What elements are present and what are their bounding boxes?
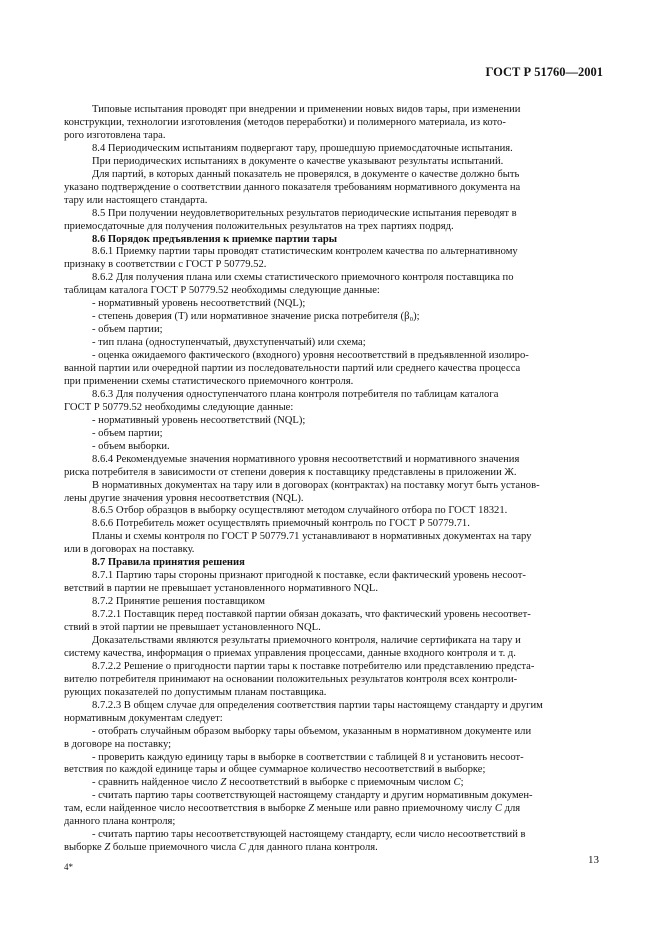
section-heading: 8.6 Порядок предъявления к приемке партии тары [92, 233, 338, 245]
text-line: - считать партию тары несоответствующей настоящему стандарту, если число несоответствий в [92, 829, 526, 841]
text-line: - считать партию тары соответствующей настоящему стандарту и другим нормативным докумен- [92, 790, 533, 802]
text-line: рого изготовлена тара. [64, 129, 166, 141]
text-line: 8.7.2.1 Поставщик перед поставкой партии обязан доказать, что фактический уровень несоответ- [92, 609, 531, 621]
text-line: - нормативный уровень несоответствий (NQL); [92, 414, 306, 426]
text-line: ветствий в партии не превышает установленного нормативного NQL. [64, 583, 378, 595]
text-line: нормативным документам следует: [64, 712, 223, 724]
text-line: 8.4 Периодическим испытаниям подвергают тару, прошедшую приемосдаточные испытания. [92, 142, 513, 154]
text-line: указано подтверждение о соответствии данного показателя требованиям нормативного документа на [64, 181, 521, 193]
text-line: приемосдаточные для получения положительных результатов на трех партиях подряд. [64, 220, 454, 232]
text-line: признаку в соответствии с ГОСТ Р 50779.52. [64, 259, 267, 271]
text-line: ствий в этой партии не превышает установленного NQL. [64, 622, 321, 633]
page-number: 13 [588, 854, 599, 866]
text-line: - объем выборки. [92, 440, 170, 452]
text-line: таблицам каталога ГОСТ Р 50779.52 необходимы следующие данные: [64, 285, 380, 297]
text-line: выборке Z больше приемочного числа C для данного плана контроля. [64, 842, 378, 854]
text-line: - объем партии; [92, 427, 163, 439]
text-line: Планы и схемы контроля по ГОСТ Р 50779.71 устанавливают в нормативных документах на тару [92, 531, 532, 543]
text-line: там, если найденное число несоответствия в выборке Z меньше или равно приемочному числу C для [64, 803, 521, 815]
text-line: Доказательствами являются результаты приемочного контроля, наличие сертификата на тару и [92, 634, 521, 646]
text-line: 8.7.2.3 В общем случае для определения соответствия партии тары настоящему стандарту и другим [92, 699, 543, 711]
text-line: 8.6.1 Приемку партии тары проводят статистическим контролем качества по альтернативному [92, 246, 518, 258]
text-line: тару или настоящего стандарта. [64, 194, 208, 206]
text-line: 8.7.2.2 Решение о пригодности партии тары к поставке потребителю или представлению предста- [92, 660, 535, 672]
text-line: 8.6.4 Рекомендуемые значения нормативного уровня несоответствий и нормативного значения [92, 453, 520, 465]
text-line: ветствия по каждой единице тары и общее суммарное количество несоответствий в выборке; [64, 764, 486, 776]
text-line: - оценка ожидаемого фактического (входного) уровня несоответствий в предъявленной изолиро- [92, 350, 529, 362]
text-line: 8.7.1 Партию тары стороны признают пригодной к поставке, если фактический уровень несоот- [92, 570, 526, 582]
text-line: риска потребителя в зависимости от степени доверия к поставщику представлены в приложении Ж. [64, 466, 517, 478]
text-line: В нормативных документах на тару или в договорах (контрактах) на поставку могут быть установ- [92, 479, 540, 491]
text-line: или в договорах на поставку. [64, 544, 195, 556]
text-line: - проверить каждую единицу тары в выборке в соответствии с таблицей 8 и установить несоот- [92, 751, 524, 763]
text-line: вителю потребителя принимают на основании положительных результатов контроля всех контроли- [64, 673, 518, 685]
text-line: - сравнить найденное число Z несоответствий в выборке с приемочным числом C; [92, 777, 464, 789]
text-line: - объем партии; [92, 324, 163, 336]
standard-header: ГОСТ Р 51760—2001 [485, 65, 603, 79]
text-line: - нормативный уровень несоответствий (NQL); [92, 298, 306, 310]
text-line: При периодических испытаниях в документе о качестве указывают результаты испытаний. [92, 155, 504, 167]
text-line: при применении схемы статистического приемочного контроля. [64, 375, 354, 387]
text-line: Для партий, в которых данный показатель не проверялся, в документе о качестве должно быть [92, 168, 520, 180]
text-line: 8.6.3 Для получения одноступенчатого плана контроля потребителя по таблицам каталога [92, 388, 499, 400]
text-line: ванной партии или очередной партии из последовательности партий или среднего качества процесса [64, 363, 521, 374]
text-line: - тип плана (одноступенчатый, двухступенчатый) или схема; [92, 337, 366, 349]
text-line: данного плана контроля; [64, 816, 176, 828]
text-line: 8.7.2 Принятие решения поставщиком [92, 596, 265, 608]
text-line: 8.6.5 Отбор образцов в выборку осуществляют методом случайного отбора по ГОСТ 18321. [92, 505, 508, 517]
text-line: 8.5 При получении неудовлетворительных результатов периодические испытания переводят в [92, 207, 517, 219]
text-line: 8.6.6 Потребитель может осуществлять приемочный контроль по ГОСТ Р 50779.71. [92, 518, 470, 530]
section-heading: 8.7 Правила принятия решения [92, 557, 245, 569]
text-line: систему качества, информация о приемах управления процессами, данные входного контроля и т. д. [64, 647, 516, 659]
text-line: - степень доверия (Т) или нормативное значение риска потребителя (β₀); [92, 311, 420, 323]
text-line: ГОСТ Р 50779.52 необходимы следующие данные: [64, 401, 294, 413]
text-line: конструкции, технологии изготовления (методов переработки) и полимерного материала, из кото- [64, 116, 506, 128]
text-line: - отобрать случайным образом выборку тары объемом, указанным в нормативном документе или [92, 725, 532, 737]
text-line: в договоре на поставку; [64, 738, 172, 750]
text-line: лены другие значения уровня несоответствия (NQL). [64, 492, 304, 504]
text-line: рующих показателей по допустимым планам поставщика. [64, 686, 327, 698]
text-line: 8.6.2 Для получения плана или схемы статистического приемочного контроля поставщика по [92, 272, 514, 284]
signature-mark: 4* [64, 862, 73, 872]
text-line: Типовые испытания проводят при внедрении и применении новых видов тары, при изменении [92, 104, 521, 115]
